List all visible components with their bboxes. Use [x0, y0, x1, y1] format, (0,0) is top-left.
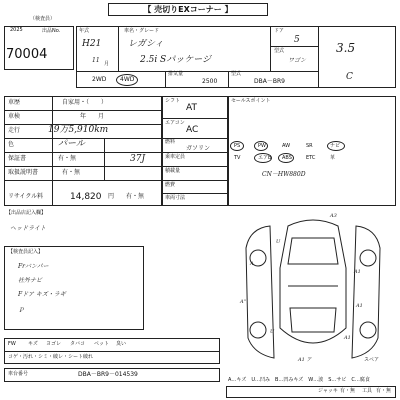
cond-tobacco: タバコ [70, 341, 85, 347]
circle-ps [230, 141, 244, 151]
mark-3: A1 [354, 269, 361, 275]
month-suffix: 月 [104, 61, 110, 67]
circle-abs [278, 153, 294, 163]
spec-value-5: 有・無 [62, 169, 81, 176]
sales-note: CN－HW880D [262, 171, 306, 178]
ac-value: AC [186, 125, 199, 135]
car-name: レガシィ [128, 39, 164, 49]
displacement: 2500 [202, 78, 218, 85]
month: 11 [92, 57, 100, 64]
spec-value-6: 14,820 [70, 192, 102, 202]
cond-odor: 臭い [116, 341, 127, 347]
mark-1: U [276, 239, 281, 245]
extra-label-2: 燃費 [165, 182, 176, 188]
mark-8: A1 ア [298, 357, 312, 363]
mark-0: A3 [330, 213, 337, 219]
inspection-note-3: Ｐ [18, 307, 25, 314]
doors: 5 [294, 35, 300, 45]
body-label: 型式 [274, 48, 285, 54]
cond-dirt: ヨゴレ [46, 341, 62, 347]
banner-title: 【 売切りEXコーナー 】 [143, 5, 233, 14]
vin-label: 車台番号 [8, 371, 29, 377]
sales-points-box [228, 96, 396, 206]
recycle-unit: 円 [108, 193, 115, 200]
lot-year: 2025 [10, 27, 23, 33]
inspection-note-2: Fドア キズ・ラギ [18, 291, 66, 298]
inspection-box [4, 246, 144, 330]
spec-label-4: 保証書 [8, 155, 27, 162]
tool-label: 工具 [362, 388, 373, 394]
cond-scratch: キズ [28, 341, 38, 347]
drive-4wd: 4WD [120, 76, 135, 83]
shift-label: シフト [165, 98, 181, 104]
spec-value-4: 有・無 [58, 155, 77, 162]
option-ps: PS [234, 143, 241, 149]
tool-value: 有・無 [376, 388, 392, 394]
type-code-label: 型式 [231, 71, 242, 77]
fuel-label: 燃料 [165, 139, 176, 145]
spec-value-1: 年 月 [80, 113, 105, 120]
body: ワゴン [288, 57, 307, 64]
mark-4: A" [240, 299, 246, 305]
type-code: DBA－BR9 [254, 78, 285, 85]
spec-value-2: 19万5,910km [48, 125, 109, 135]
spec-label-1: 車検 [8, 113, 21, 120]
car-name-label: 車名・グレード [124, 28, 160, 34]
recycle-note: 有・無 [126, 193, 145, 200]
option-aw: AW [282, 143, 291, 149]
option-navi: ナビ [330, 143, 341, 149]
car-diagram [228, 208, 398, 376]
fuel-value: ガソリン [186, 145, 211, 152]
mark-7: A1 [344, 335, 351, 341]
feature-note-label: 【出品店記入欄】 [6, 210, 47, 216]
option-etc: ETC [306, 155, 316, 161]
mark-5: A1 [356, 303, 363, 309]
displacement-label: 排気量 [168, 71, 184, 77]
cond-fw: FW [8, 341, 16, 347]
inspector-label: （検査員） [30, 16, 56, 22]
legend-line1: A…キズ U…凹み B…凹みキズ W…波 S…サビ C…腐食 [228, 377, 370, 383]
option-abs: ABS [282, 155, 292, 161]
option-airbag: エアB [258, 155, 272, 161]
ac-label: エアコン [165, 120, 185, 126]
inspection-note-1: 社外ナビ [18, 277, 43, 284]
spec-label-0: 車歴 [8, 99, 21, 106]
option-leather: 革 [330, 155, 336, 161]
doors-label: ドア [274, 28, 284, 34]
score: 3.5 [336, 41, 356, 55]
jack-value: 有・無 [340, 388, 356, 394]
sales-points-label: セールスポイント [231, 98, 271, 104]
cond-pet: ペット [94, 341, 110, 347]
lot-label: 出品No. [42, 28, 61, 34]
jack-label: ジャッキ [318, 388, 338, 394]
shift-value: AT [186, 103, 197, 113]
circle-pw [254, 141, 268, 151]
color-code: 37J [130, 154, 146, 164]
spec-value-0: 自家用・（ ） [62, 99, 108, 106]
spare-label: スペア [364, 357, 380, 363]
circle-navi [327, 141, 345, 151]
spec-label-3: 色 [8, 141, 15, 148]
circle-airbag [254, 153, 272, 163]
model-label: 年式 [79, 28, 90, 34]
spec-label-2: 走行 [8, 127, 21, 134]
inspection-note-0: Frバンパー [18, 263, 49, 270]
option-tv: TV [234, 155, 241, 161]
option-pw: PW [258, 143, 266, 149]
interior-grade: C [346, 72, 353, 82]
feature-note: ヘッドライト [10, 225, 46, 232]
spec-label-5: 取扱説明書 [8, 169, 39, 176]
vin-value: DBA－BR9－014539 [78, 371, 138, 378]
extra-label-1: 積載量 [165, 168, 181, 174]
cond-second-line: コゲ・汚れ・シミ・破レ・シート破れ [8, 354, 94, 360]
lot-number: 70004 [6, 47, 48, 62]
spec-label-6: リサイクル料 [8, 193, 44, 200]
spec-value-3: パール [58, 139, 85, 149]
grade: 2.5i Sパッケージ [140, 55, 212, 65]
inspection-label: 【検査員記入】 [8, 249, 44, 255]
era-year: H21 [82, 39, 102, 49]
extra-label-3: 車両寸法 [165, 195, 186, 201]
extra-label-0: 乗車定員 [165, 154, 186, 160]
mark-6: U [270, 329, 275, 335]
option-sr: SR [306, 143, 313, 149]
mark-2: A [250, 261, 254, 267]
banner [108, 3, 268, 16]
drive-2wd: 2WD [92, 76, 107, 83]
